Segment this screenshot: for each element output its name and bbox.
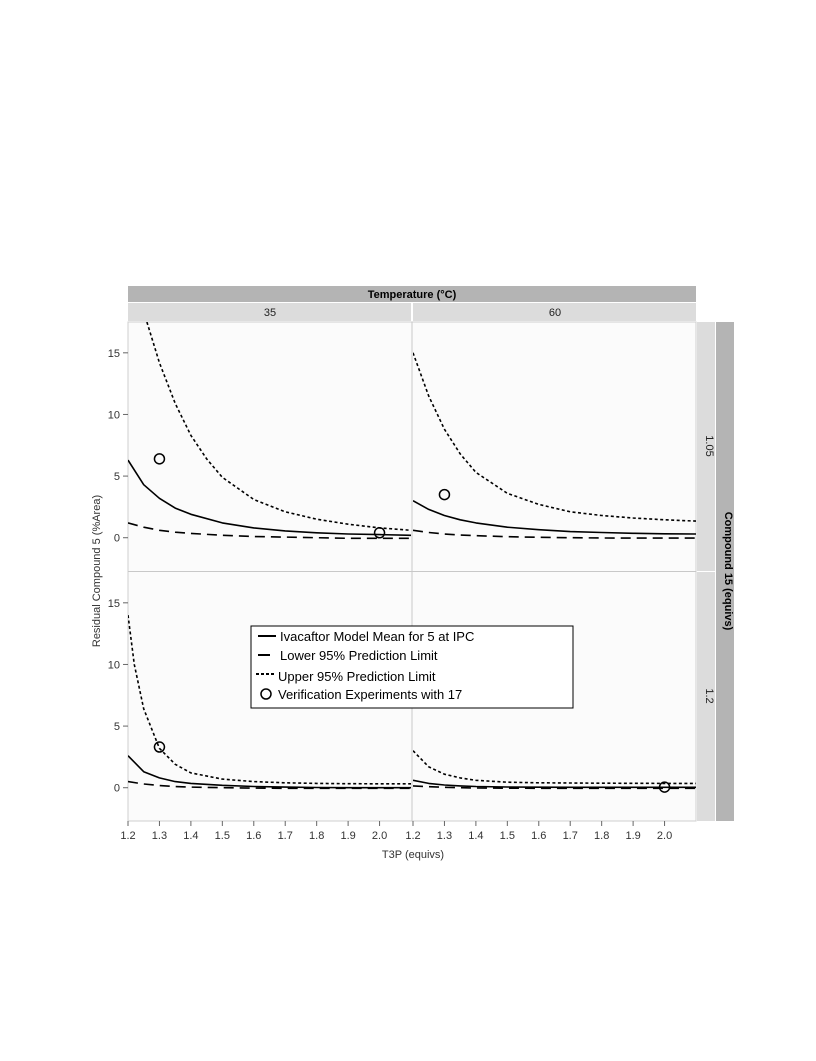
legend-label-lower-limit: Lower 95% Prediction Limit: [280, 648, 438, 663]
x-tick-label: 1.6: [246, 830, 262, 842]
x-tick-label: 2.0: [371, 830, 388, 842]
x-tick-label: 1.2: [405, 830, 421, 842]
legend: [251, 626, 573, 708]
column-level-60: 60: [548, 307, 562, 319]
x-tick-label: 1.3: [436, 830, 453, 842]
x-tick-label: 1.6: [531, 830, 547, 842]
y-tick-label: 5: [113, 721, 120, 734]
x-tick-label: 1.4: [183, 830, 199, 842]
x-tick-label: 2.0: [656, 830, 673, 842]
y-tick-label: 5: [113, 471, 120, 484]
legend-label-upper-limit: Upper 95% Prediction Limit: [278, 669, 436, 684]
y-tick-label: 15: [107, 597, 120, 610]
x-tick-label: 1.8: [309, 830, 325, 842]
y-tick-label: 0: [113, 532, 120, 545]
x-tick-label: 1.9: [625, 830, 641, 842]
x-tick-label: 1.7: [277, 830, 293, 842]
x-tick-label: 1.5: [499, 830, 515, 842]
row-level-1-05: 1.05: [703, 435, 715, 457]
x-tick-label: 1.7: [562, 830, 578, 842]
x-tick-label: 1.8: [594, 830, 610, 842]
y-tick-label: 10: [107, 409, 120, 422]
column-facet-title: Temperature (°C): [367, 289, 457, 301]
x-axis-title: T3P (equivs): [381, 849, 445, 861]
x-tick-label: 1.5: [214, 830, 230, 842]
row-facet-title: Compound 15 (equivs): [722, 511, 734, 631]
y-tick-label: 10: [107, 659, 120, 672]
y-tick-label: 15: [107, 347, 120, 360]
y-axis-title: Residual Compound 5 (%Area): [91, 494, 103, 648]
x-tick-label: 1.3: [151, 830, 168, 842]
column-level-35: 35: [263, 307, 277, 319]
x-tick-label: 1.4: [468, 830, 484, 842]
legend-label-model-mean: Ivacaftor Model Mean for 5 at IPC: [280, 629, 475, 644]
row-level-1-2: 1.2: [703, 688, 715, 704]
y-tick-label: 0: [113, 782, 120, 795]
x-tick-label: 1.9: [340, 830, 356, 842]
x-tick-label: 1.2: [120, 830, 136, 842]
legend-label-verification: Verification Experiments with 17: [278, 687, 463, 702]
